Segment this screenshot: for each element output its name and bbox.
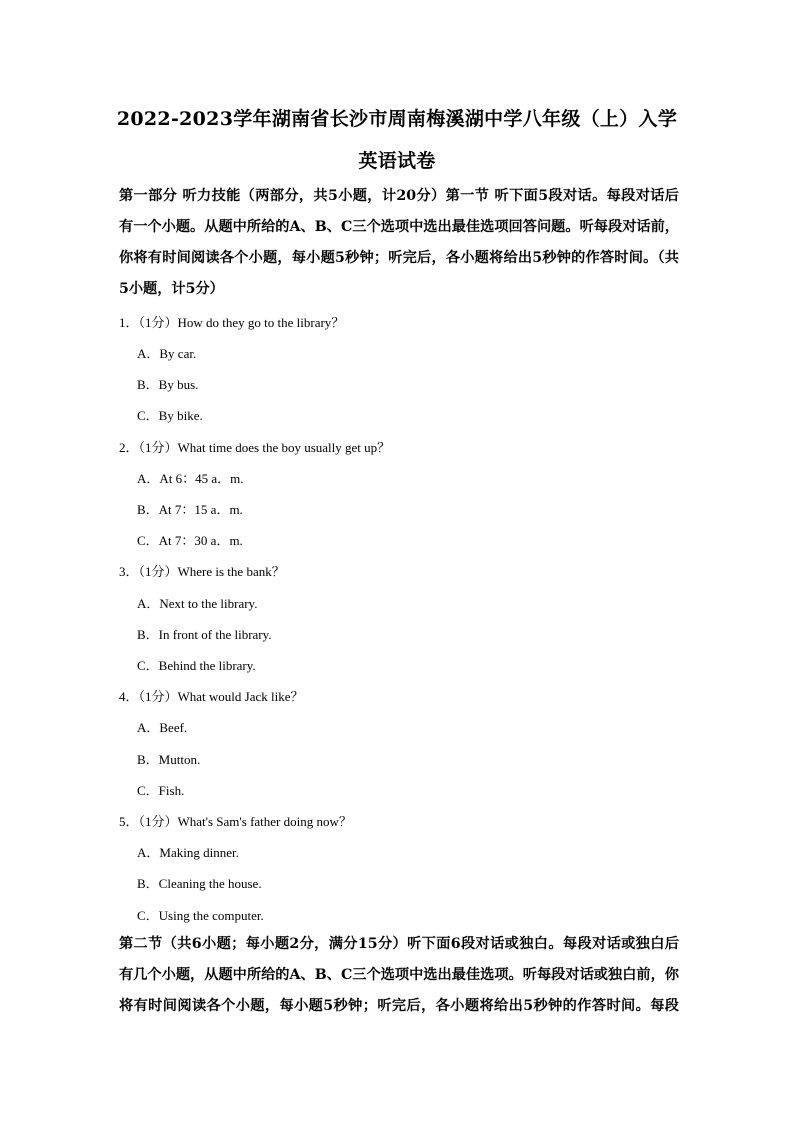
instruction-line: 5小题，计5分） (119, 281, 224, 297)
question-2-option-a: A．At 6：45 a．m. (137, 471, 244, 486)
question-5-stem: 5．（1分）What's Sam's father doing now？ (119, 814, 352, 829)
question-4-option-c: C．Fish. (137, 783, 185, 798)
question-4-stem: 4．（1分）What would Jack like？ (119, 689, 304, 704)
instruction-line: 有一个小题。从题中所给的A、B、C三个选项中选出最佳选项回答问题。听每段对话前， (119, 219, 679, 235)
part1-instructions (119, 181, 679, 305)
question-4-option-a: A．Beef. (137, 720, 188, 735)
question-2-option-c: C．At 7：30 a．m. (137, 533, 243, 548)
instruction-line: 第一部分 听力技能（两部分，共5小题，计20分）第一节 听下面5段对话。每段对话后 (119, 188, 679, 204)
question-2-stem: 2．（1分）What time does the boy usually get up？ (119, 440, 391, 455)
question-1-stem: 1．（1分）How do they go to the library？ (119, 315, 345, 330)
question-3-option-c: C．Behind the library. (137, 658, 256, 673)
question-1-option-a: A．By car. (137, 346, 197, 361)
question-5-option-a: A．Making dinner. (137, 845, 239, 860)
question-2-option-b: B．At 7：15 a．m. (137, 502, 243, 517)
exam-title-line2: 英语试卷 (358, 150, 436, 172)
instruction-line: 你将有时间阅读各个小题，每小题5秒钟；听完后，各小题将给出5秒钟的作答时间。（共 (119, 250, 679, 266)
question-3-option-a: A．Next to the library. (137, 596, 258, 611)
instruction-line: 有几个小题，从题中所给的A、B、C三个选项中选出最佳选项。听每段对话或独白前，你 (119, 967, 679, 983)
question-1-option-b: B．By bus. (137, 377, 199, 392)
instruction-line: 将有时间阅读各个小题，每小题5秒钟；听完后，各小题将给出5秒钟的作答时间。每段 (119, 998, 679, 1014)
section2-instructions (119, 929, 679, 1022)
question-3-option-b: B．In front of the library. (137, 627, 272, 642)
question-5-option-c: C．Using the computer. (137, 908, 264, 923)
exam-title-line1: 2022-2023学年湖南省长沙市周南梅溪湖中学八年级（上）入学 (116, 108, 678, 130)
question-1-option-c: C．By bike. (137, 408, 203, 423)
question-4-option-b: B．Mutton. (137, 752, 201, 767)
question-5-option-b: B．Cleaning the house. (137, 876, 262, 891)
instruction-line: 第二节（共6小题；每小题2分，满分15分）听下面6段对话或独白。每段对话或独白后 (119, 936, 679, 952)
question-3-stem: 3．（1分）Where is the bank？ (119, 564, 285, 579)
